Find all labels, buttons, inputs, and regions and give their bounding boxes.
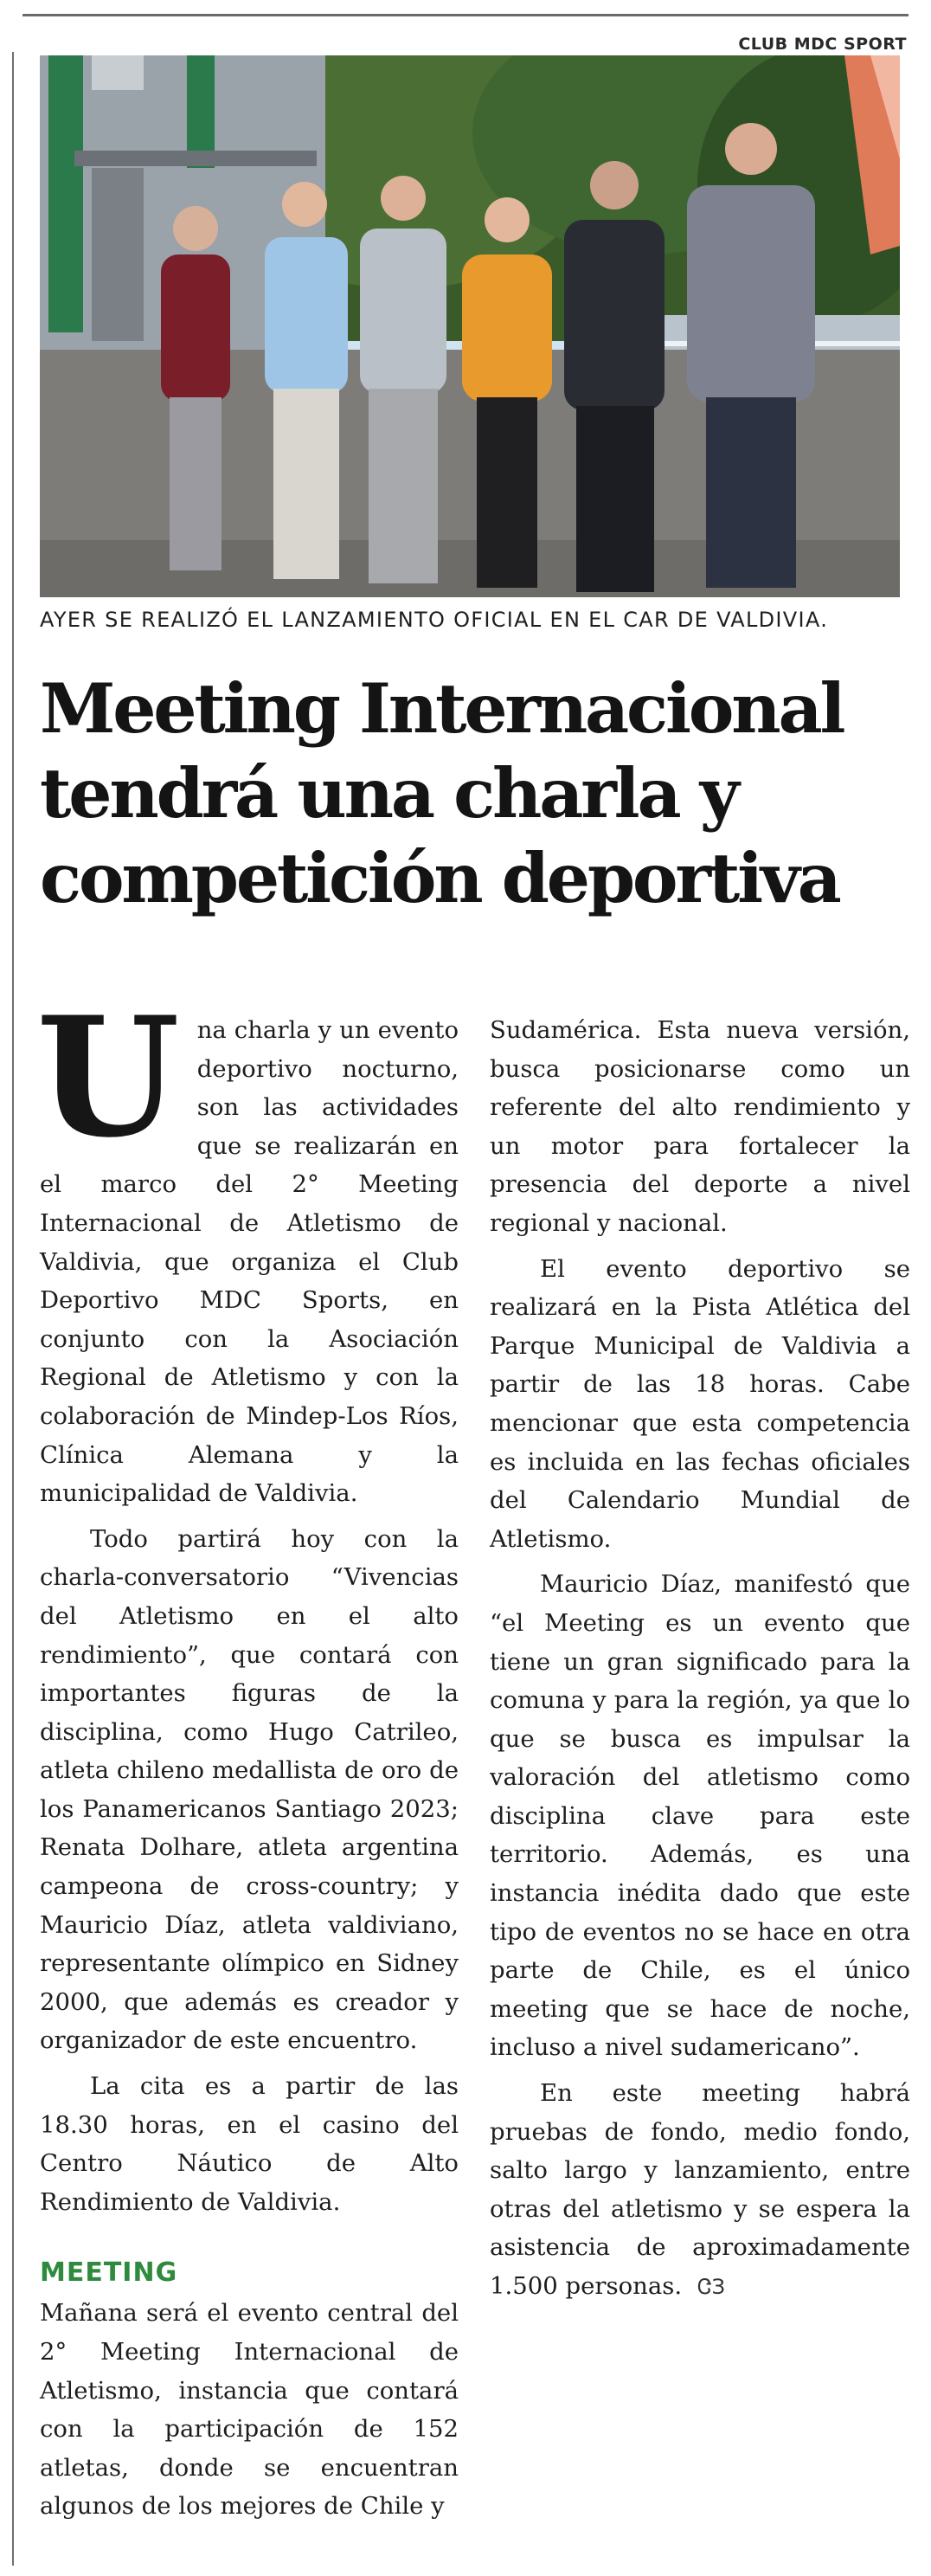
section-subhead: MEETING <box>40 2257 178 2289</box>
top-rule <box>22 14 909 16</box>
end-mark-icon: ᏣЗ <box>697 2275 726 2299</box>
paragraph-2: Todo partirá hoy con la charla-conversatorio “Vivencias del Atletismo en el alto rendimiento”, que contará con importantes figuras de la disciplina, como Hugo Catrileo, atleta chileno medallista de oro de los Panamericanos Santiago 2023; Renata Dolhare, atleta argentina campeona de cross-country; y Mauricio Díaz, atleta valdiviano, representante olímpico en Sidney 2000, que además es creador y organizador de este encuentro. <box>40 1524 459 2055</box>
lead-text: na charla y un evento deportivo nocturno, son las actividades que se realizarán en el marco del 2° Meeting Internacional de Atletismo de Valdivia, que organiza el Club Deportivo MDC Sports, en conjunto con la Asociación Regional de Atletismo y con la colaboración de Mindep-Los Ríos, Clínica Alemana y la municipalidad de Valdivia. <box>40 1016 459 1508</box>
photo-credit: CLUB MDC SPORT <box>738 35 907 54</box>
headline-line-3: competición deportiva <box>40 838 839 918</box>
paragraph-5: El evento deportivo se realizará en la Pista Atlética del Parque Municipal de Valdivia a partir de las 18 horas. Cabe mencionar que esta competencia es incluida en las fechas oficiales del Calendario Mundial de Atletismo. <box>490 1254 910 1553</box>
article-photo <box>40 55 900 597</box>
paragraph-7-text: En este meeting habrá pruebas de fondo, medio fondo, salto largo y lanzamiento, entre otras del atletismo y se espera la asistencia de aproximadamente 1.500 personas. <box>490 2079 910 2300</box>
paragraph-4-continued: Sudamérica. Esta nueva versión, busca posicionarse como un referente del alto rendimiento y un motor para fortalecer la presencia del deporte a nivel regional y nacional. <box>490 1016 910 1237</box>
drop-cap: U <box>36 981 180 1174</box>
column-rule <box>12 52 14 2566</box>
headline <box>40 667 914 921</box>
paragraph-3: La cita es a partir de las 18.30 horas, en el casino del Centro Náutico de Alto Rendimiento de Valdivia. <box>40 2072 459 2216</box>
article-column-left <box>36 981 459 2526</box>
paragraph-6: Mauricio Díaz, manifestó que “el Meeting es un evento que tiene un gran significado para la comuna y para la región, ya que lo que se busca es impulsar la valoración del atletismo como disciplina clave para este territorio. Además, es una instancia inédita dado que este tipo de eventos no se hace en otra parte de Chile, es el único meeting que se hace de noche, incluso a nivel sudamericano”. <box>490 1570 910 2062</box>
photo-caption: AYER SE REALIZÓ EL LANZAMIENTO OFICIAL EN EL CAR DE VALDIVIA. <box>40 608 829 632</box>
headline-line-2: tendrá una charla y <box>40 753 737 834</box>
headline-line-1: Meeting Internacional <box>40 668 844 749</box>
paragraph-lead <box>36 981 459 1513</box>
paragraph-7 <box>490 2074 910 2307</box>
article-column-right <box>490 1011 910 2307</box>
paragraph-4: Mañana será el evento central del 2° Meeting Internacional de Atletismo, instancia que contará con la participación de 152 atletas, donde se encuentran algunos de los mejores de Chile y <box>40 2299 459 2521</box>
